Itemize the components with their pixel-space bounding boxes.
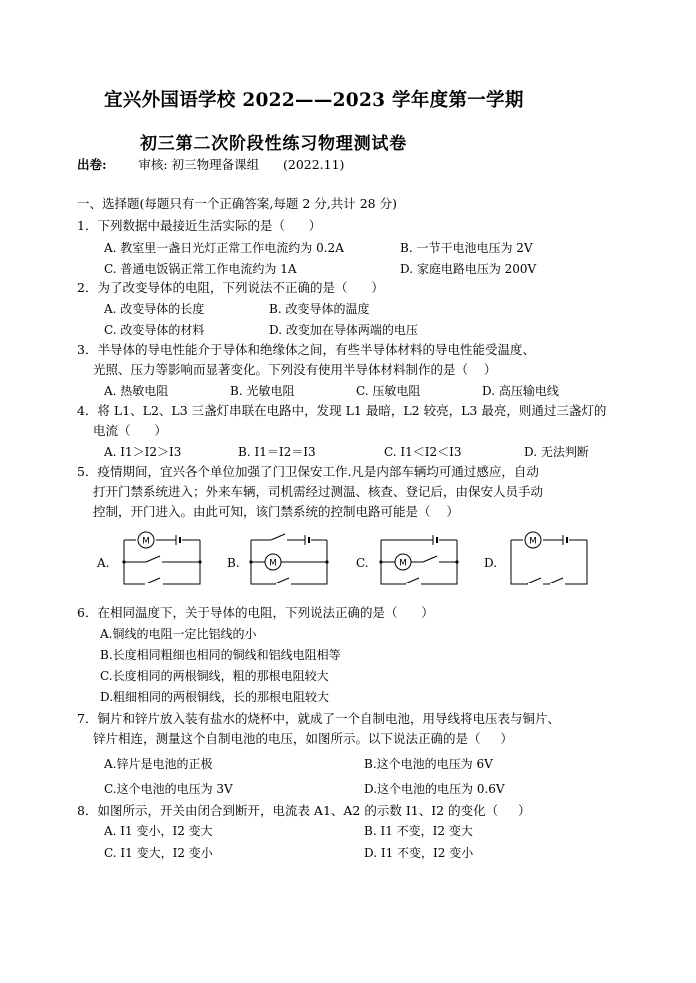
q7-option-d[interactable]: D.这个电池的电压为 0.6V [364,782,505,796]
q3-stem-line1: 3．半导体的导电性能介于导体和绝缘体之间，有些半导体材料的导电性能受温度、 [77,342,535,357]
q4-stem-line1: 4．将 L1、L2、L3 三盏灯串联在电路中，发现 L1 最暗，L2 较亮，L3 最亮，则通过三盏灯的 [77,403,607,418]
q7-stem-line1: 7．铜片和锌片放入装有盐水的烧杯中，就成了一个自制电池，用导线将电压表与铜片、 [77,711,560,726]
q3-stem-line2: 光照、压力等影响而显著变化。下列没有使用半导体材料制作的是（ ） [93,362,497,377]
q1-option-a[interactable]: A. 教室里一盏日光灯正常工作电流约为 0.2A [104,241,344,255]
q1-option-c[interactable]: C. 普通电饭锅正常工作电流约为 1A [104,262,297,276]
q6-option-b[interactable]: B.长度相同粗细也相同的铜线和铝线电阻相等 [100,648,341,662]
q5-option-a-label[interactable]: A. [97,556,110,570]
q6-option-c[interactable]: C.长度相同的两根铜线，粗的那根电阻较大 [100,669,329,683]
motor-c-symbol: M [399,558,407,569]
q3-option-b[interactable]: B. 光敏电阻 [230,384,295,398]
q5-option-c-label[interactable]: C. [356,556,369,570]
q2-option-a[interactable]: A. 改变导体的长度 [104,302,205,316]
q7-option-a[interactable]: A.锌片是电池的正极 [104,757,213,771]
q1-stem: 1．下列数据中最接近生活实际的是（ ） [77,218,322,233]
q5-circuit-c[interactable] [375,530,465,588]
q6-option-a[interactable]: A.铜线的电阻一定比铝线的小 [100,627,257,641]
q8-option-c[interactable]: C. I1 变大，I2 变小 [104,846,213,860]
q7-stem-line2: 锌片相连，测量这个自制电池的电压，如图所示。以下说法正确的是（ ） [93,731,513,746]
exam-meta [77,155,344,173]
q5-option-b-label[interactable]: B. [227,556,240,570]
q2-stem: 2．为了改变导体的电阻，下列说法不正确的是（ ） [77,280,384,295]
q6-stem: 6．在相同温度下，关于导体的电阻，下列说法正确的是（ ） [77,605,434,620]
q5-stem-line3: 控制，开门进入。由此可知，该门禁系统的控制电路可能是（ ） [93,504,459,519]
q4-option-a[interactable]: A. I1＞I2＞I3 [104,445,182,459]
section-heading: 一、选择题(每题只有一个正确答案,每题 2 分,共计 28 分) [77,196,397,211]
q2-option-d[interactable]: D. 改变加在导体两端的电压 [269,323,418,337]
exam-title-subject: 初三第二次阶段性练习物理测试卷 [140,134,407,154]
q2-option-b[interactable]: B. 改变导体的温度 [269,302,370,316]
q3-option-d[interactable]: D. 高压输电线 [482,384,559,398]
q1-option-b[interactable]: B. 一节干电池电压为 2V [400,241,533,255]
q8-stem: 8．如图所示，开关由闭合到断开，电流表 A1、A2 的示数 I1、I2 的变化（ ） [77,803,531,818]
q2-option-c[interactable]: C. 改变导体的材料 [104,323,205,337]
q7-option-c[interactable]: C.这个电池的电压为 3V [104,782,233,796]
q5-option-d-label[interactable]: D. [484,556,498,570]
q3-option-a[interactable]: A. 热敏电阻 [104,384,169,398]
motor-b-symbol: M [269,558,277,569]
motor-a-symbol: M [142,536,150,547]
q5-circuit-d[interactable] [505,530,595,588]
q5-circuit-a[interactable] [118,530,208,588]
q8-option-a[interactable]: A. I1 变小，I2 变大 [104,824,213,838]
reviewer-name: 初三物理备课组 [171,157,260,172]
q7-option-b[interactable]: B.这个电池的电压为 6V [364,757,493,771]
q5-circuit-b[interactable] [245,530,335,588]
author-label: 出卷: [77,157,107,172]
q4-option-d[interactable]: D. 无法判断 [524,445,589,459]
q8-option-b[interactable]: B. I1 不变，I2 变大 [364,824,473,838]
q8-option-d[interactable]: D. I1 不变，I2 变小 [364,846,474,860]
q4-option-c[interactable]: C. I1＜I2＜I3 [384,445,462,459]
exam-date: (2022.11) [282,157,345,172]
q5-stem-line1: 5．疫情期间，宜兴各个单位加强了门卫保安工作.凡是内部车辆均可通过感应，自动 [77,464,539,479]
motor-d-symbol: M [529,536,537,547]
q3-option-c[interactable]: C. 压敏电阻 [356,384,421,398]
q5-stem-line2: 打开门禁系统进入；外来车辆，司机需经过测温、核查、登记后，由保安人员手动 [93,484,544,499]
q4-option-b[interactable]: B. I1＝I2＝I3 [238,445,316,459]
exam-title-school: 宜兴外国语学校 2022——2023 学年度第一学期 [104,90,524,111]
q1-option-d[interactable]: D. 家庭电路电压为 200V [400,262,537,276]
reviewer-label: 审核: [138,157,168,172]
q6-option-d[interactable]: D.粗细相同的两根铜线，长的那根电阻较大 [100,690,330,704]
q4-stem-line2: 电流（ ） [93,423,167,438]
